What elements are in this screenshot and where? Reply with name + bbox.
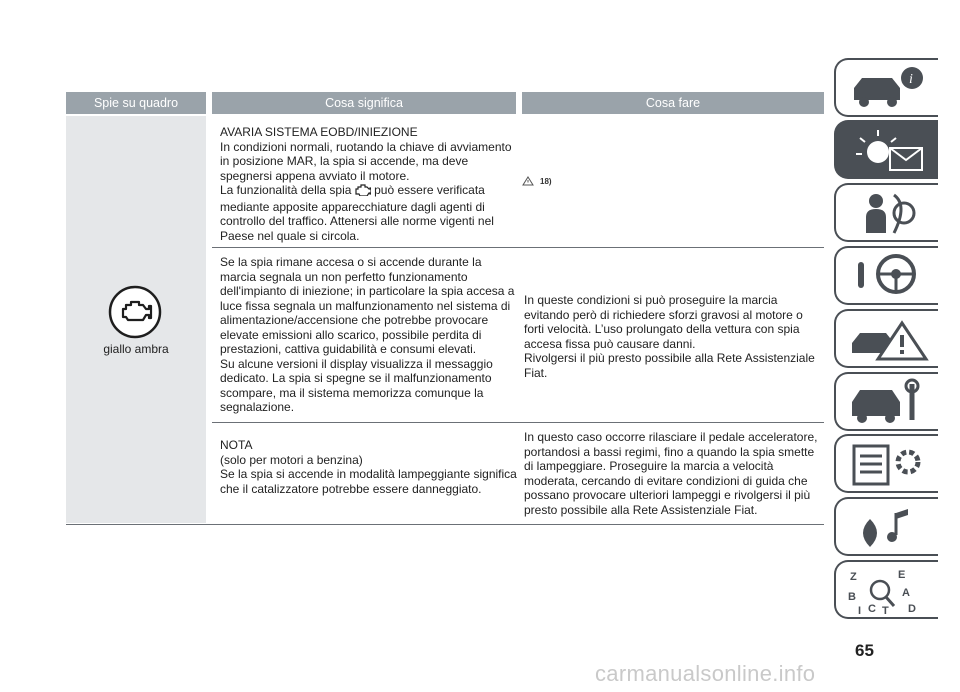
engine-icon — [108, 285, 162, 344]
tab-letter-t: T — [882, 605, 889, 614]
tab-technical-data[interactable] — [834, 434, 938, 493]
row1-meaning-text: In condizioni normali, ruotando la chiave di avviamento in posizione MAR, la spia si accende, ma deve spegnersi appena avviato il motore. — [220, 139, 512, 183]
tab-index[interactable] — [834, 560, 938, 619]
row3-note-title: NOTA — [220, 438, 253, 452]
page-number: 65 — [855, 641, 874, 660]
row2-action-text: In queste condizioni si può proseguire la marcia evitando però di richiedere sforzi gravosi al motore o forti velocità. L’uso prolungato della vettura con spia accesa fissa può causare danni. — [524, 293, 803, 351]
tab-letter-a: A — [902, 587, 910, 599]
tab-emergency[interactable] — [834, 309, 938, 368]
header-cosa-fare: Cosa fare — [522, 92, 824, 114]
emergency-icon — [846, 315, 934, 363]
row-divider-2 — [212, 422, 824, 423]
technical-data-icon — [846, 440, 934, 488]
table-bottom-line — [66, 524, 824, 525]
tab-letter-e: E — [898, 569, 906, 581]
row2-meaning-text: Se la spia rimane accesa o si accende durante la marcia segnala un non perfetto funzionamento dell'impianto di iniezione; in particolare la spia accesa a luce fissa segnala un malfunzionamento nel sistema di alimentazione/accensione che potrebbe provocare elevate emissioni allo scarico, possibile perdita di prestazioni, cattiva guidabilità e consumi elevati. — [220, 255, 515, 356]
tab-steering[interactable] — [834, 246, 938, 305]
index-icon — [846, 566, 934, 614]
row3-meaning — [220, 438, 520, 496]
row3-note-text: Se la spia si accende in modalità lampeggiante significa che il catalizzatore potrebbe essere danneggiato. — [220, 467, 517, 496]
tab-safety[interactable] — [834, 183, 938, 242]
row2-meaning — [220, 255, 520, 415]
tab-maintenance[interactable] — [834, 372, 938, 431]
row1-meaning-tail — [220, 183, 520, 243]
row3-action — [524, 430, 824, 517]
car-info-icon — [846, 64, 934, 112]
steering-icon — [846, 252, 934, 300]
tab-car-info[interactable] — [834, 58, 938, 117]
row2-action — [524, 293, 820, 380]
warning-lights-icon — [846, 126, 934, 174]
row3-note-scope: (solo per motori a benzina) — [220, 452, 363, 467]
row2-meaning-text-2: Su alcune versioni il display visualizza il messaggio dedicato. La spia si spegne se il malfunzionamento scompare, ma il sistema memorizza comunque la segnalazione. — [220, 356, 493, 414]
indicator-color-label: giallo ambra — [103, 342, 169, 356]
row1-meaning-title: AVARIA SISTEMA EOBD/INIEZIONE — [220, 125, 418, 139]
row1-meaning-tail-after: può essere verificata mediante apposite apparecchiature dagli agenti di controllo del traffico. Attenersi alle norme vigenti nel Paese nel quale si circola. — [220, 183, 494, 243]
safety-icon — [846, 189, 934, 237]
tab-letter-c: C — [868, 603, 876, 614]
row-divider-1 — [212, 247, 824, 248]
row2-action-text-2: Rivolgersi il più presto possibile alla Rete Assistenziale Fiat. — [524, 351, 815, 380]
row1-action-reference — [522, 176, 552, 186]
tab-multimedia[interactable] — [834, 497, 938, 556]
tab-letter-d: D — [908, 603, 916, 614]
reference-number: 18) — [540, 176, 552, 186]
multimedia-icon — [846, 503, 934, 551]
watermark: carmanualsonline.info — [595, 661, 816, 686]
row1-meaning-tail-before: La funzionalità della spia — [220, 183, 352, 197]
row3-action-text: In questo caso occorre rilasciare il pedale acceleratore, portandosi a bassi regimi, fino a quando la spia smette di lampeggiare. Proseguire la marcia a velocità moderata, cercando di evitare condizioni di guida che possano provocare ulteriori lampeggi e rivolgersi il più presto possibile alla Rete Assistenziale Fiat. — [524, 430, 818, 517]
row1-meaning — [220, 125, 520, 243]
tab-letter-z: Z — [850, 571, 857, 583]
engine-small-icon — [355, 184, 371, 200]
maintenance-icon — [846, 378, 934, 426]
tab-letter-i: I — [858, 605, 862, 614]
tab-warning-lights[interactable] — [834, 120, 938, 179]
header-cosa-significa: Cosa significa — [212, 92, 516, 114]
svg-text:i: i — [909, 72, 913, 87]
caution-triangle-icon — [522, 176, 534, 186]
header-spie: Spie su quadro — [66, 92, 206, 114]
tab-letter-b: B — [848, 591, 856, 603]
